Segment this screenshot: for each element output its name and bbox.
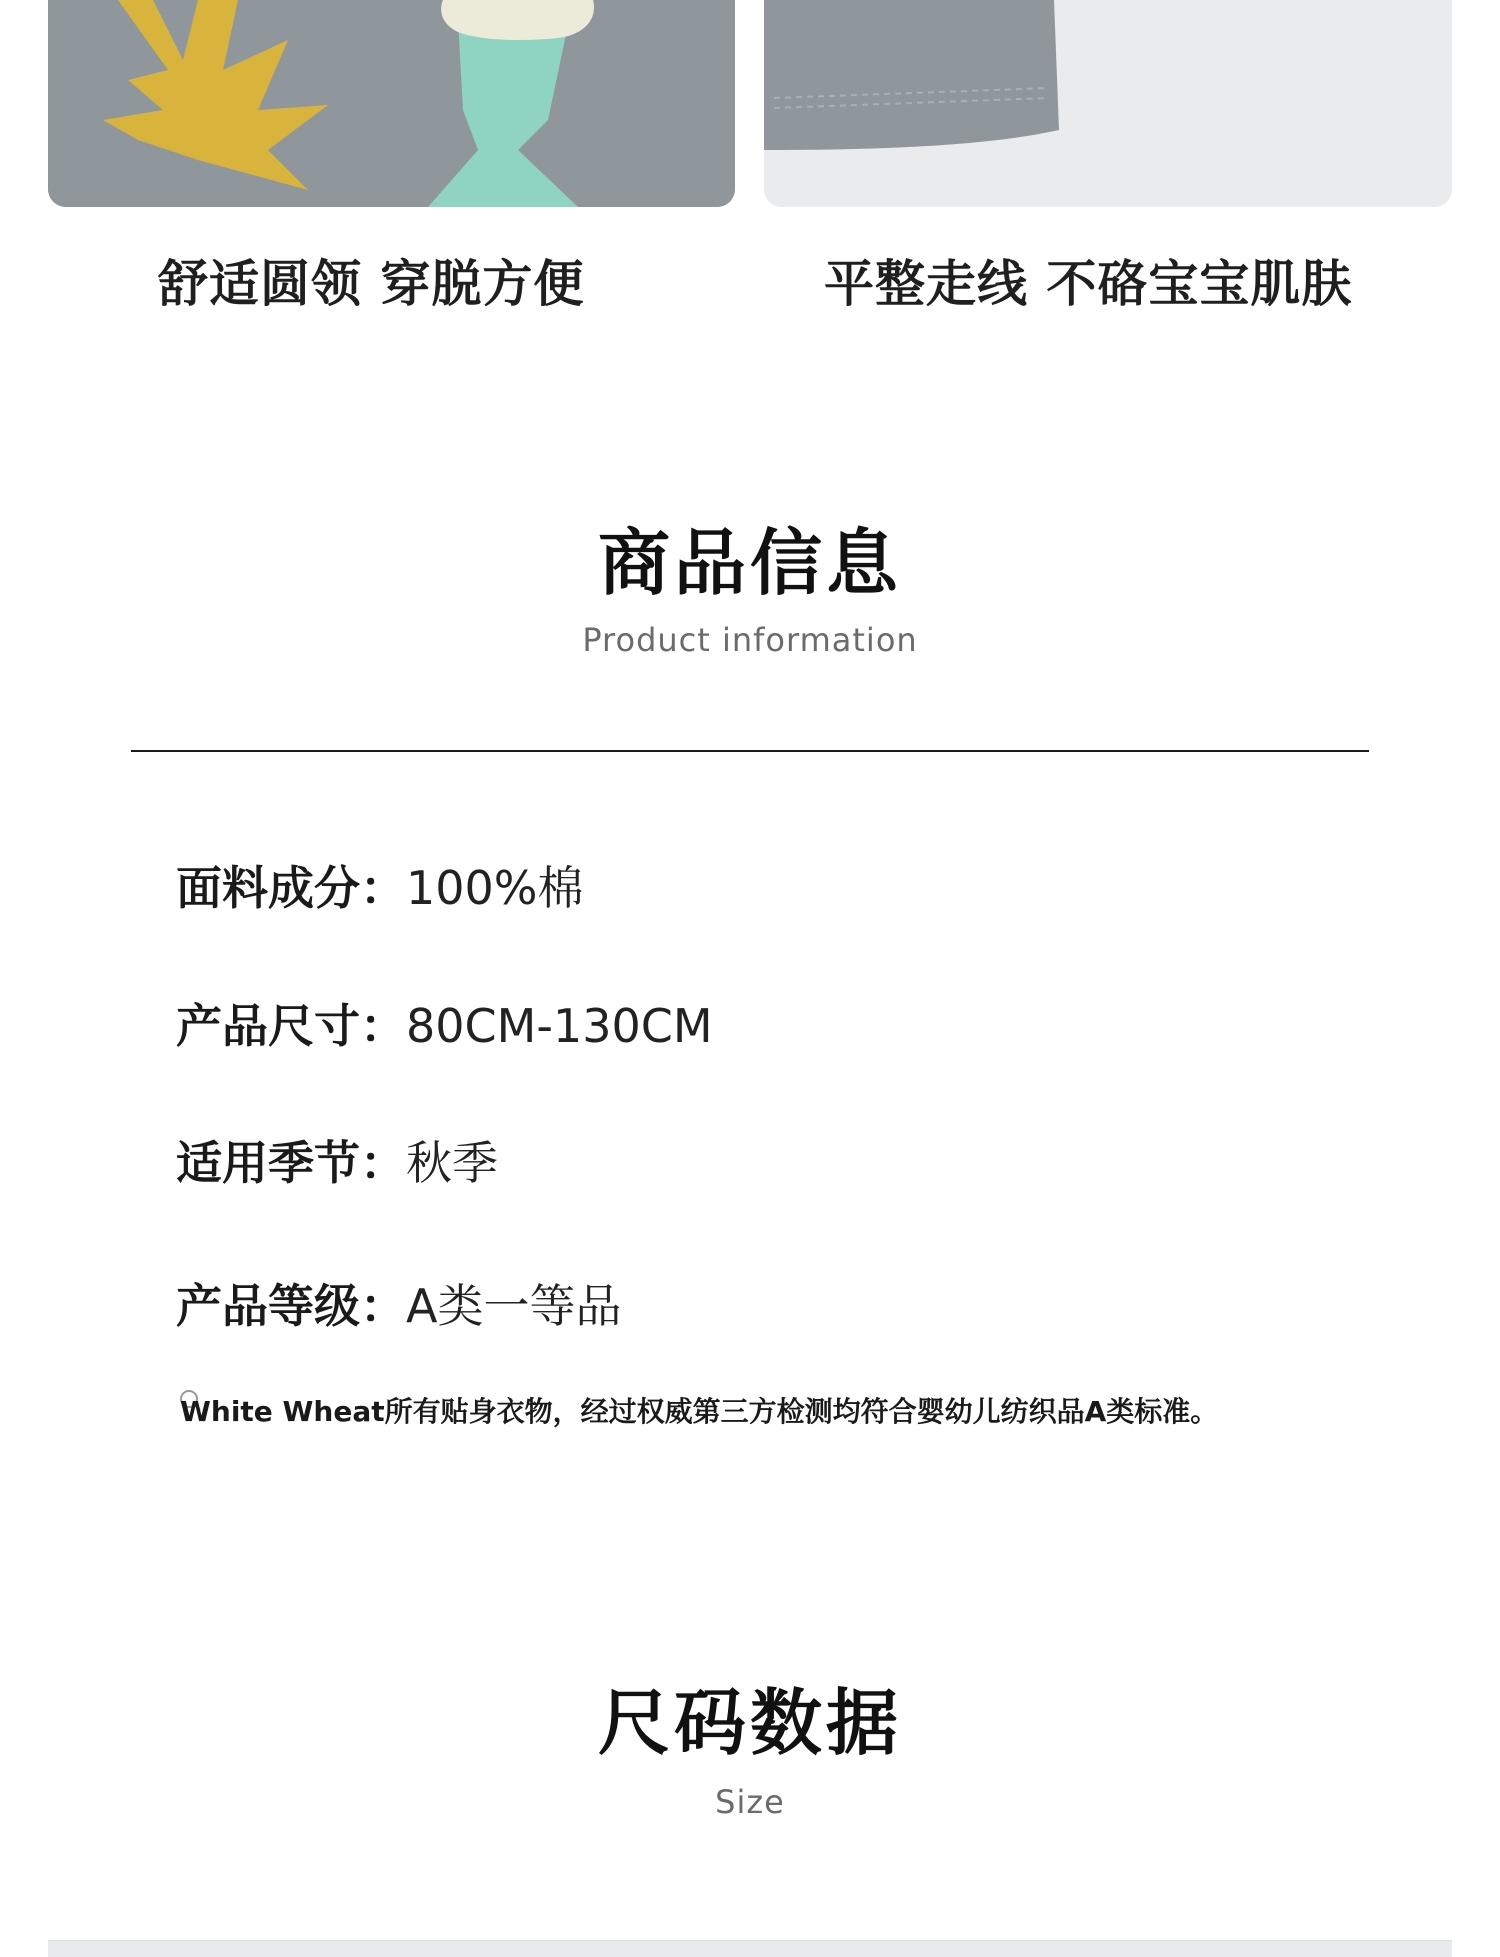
shirt-print-illustration	[48, 0, 735, 207]
info-label: 适用季节：	[176, 1136, 406, 1190]
info-row-season	[176, 1133, 498, 1193]
info-row-fabric	[176, 858, 584, 918]
quality-note: White Wheat所有贴身衣物，经过权威第三方检测均符合婴幼儿纺织品A类标准。	[180, 1395, 1219, 1428]
section-divider	[131, 750, 1369, 752]
info-label: 产品等级：	[176, 1279, 406, 1333]
size-section-title: 尺码数据	[597, 1681, 902, 1765]
product-info-subtitle: Product information	[582, 621, 918, 659]
feature-caption-stitching: 平整走线 不硌宝宝肌肤	[824, 255, 1353, 313]
info-row-grade	[176, 1276, 621, 1336]
collar-detail-photo	[48, 0, 735, 207]
info-label: 面料成分：	[176, 861, 406, 915]
feature-caption-collar: 舒适圆领 穿脱方便	[158, 255, 585, 313]
info-row-size	[176, 996, 713, 1056]
info-value: A类一等品	[406, 1279, 622, 1333]
stitch-detail-photo	[764, 0, 1452, 207]
info-value: 秋季	[406, 1136, 498, 1190]
size-table-top-edge	[48, 1940, 1452, 1957]
info-label: 产品尺寸：	[176, 999, 406, 1053]
hem-stitch-illustration	[764, 0, 1452, 207]
cream-scoop-shape	[441, 0, 594, 40]
info-value: 80CM-130CM	[406, 999, 713, 1053]
size-section-subtitle: Size	[715, 1783, 785, 1821]
product-info-title: 商品信息	[597, 521, 902, 605]
sleeve-fabric-shape	[764, 0, 1059, 150]
info-value: 100%棉	[406, 861, 584, 915]
